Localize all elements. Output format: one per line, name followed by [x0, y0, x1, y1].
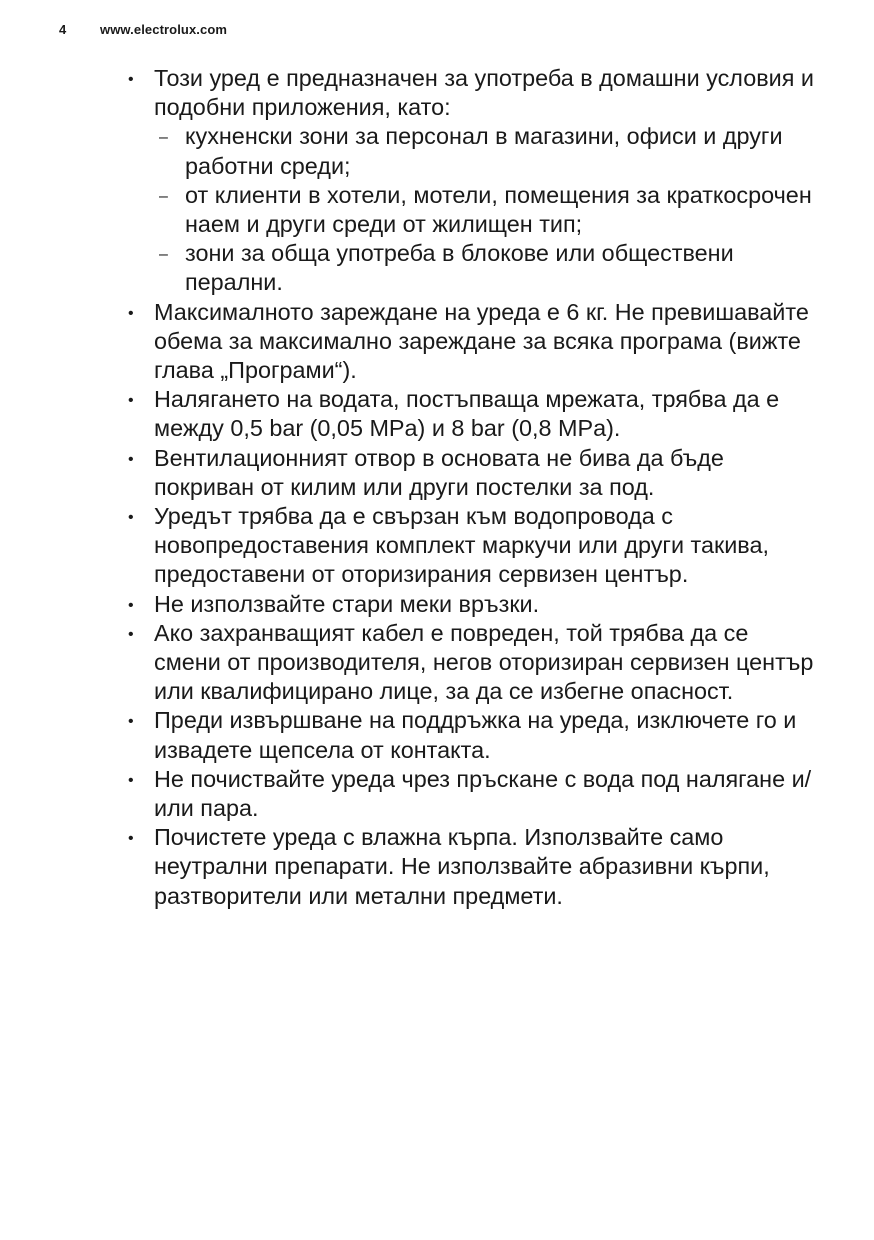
bullet-icon: •: [128, 450, 134, 468]
bullet-icon: •: [128, 830, 134, 848]
sub-list-item: [154, 239, 818, 297]
sub-item-text: от клиенти в хотели, мотели, помещения за краткосрочен наем и други среди от жилищен тип;: [185, 181, 812, 238]
list-item: [128, 502, 818, 590]
bullet-text: Не използвайте стари меки връзки.: [154, 590, 540, 617]
bullet-icon: •: [128, 625, 134, 643]
list-item: [128, 444, 818, 502]
website-url: www.electrolux.com: [100, 22, 228, 37]
bullet-text: Този уред е предназначен за употреба в домашни условия и подобни приложения, като:: [154, 65, 814, 121]
bullet-icon: •: [128, 392, 134, 410]
sub-list: [154, 122, 818, 297]
bullet-text: Преди извършване на поддръжка на уреда, изключете го и извадете щепсела от контакта.: [154, 707, 797, 763]
bullet-icon: •: [128, 713, 134, 731]
list-item: [128, 64, 818, 298]
page-number: 4: [59, 22, 67, 37]
sub-item-text: зони за обща употреба в блокове или обществени перални.: [185, 240, 734, 296]
safety-instructions: [128, 64, 818, 911]
list-item: [128, 706, 818, 764]
bullet-text: Налягането на водата, постъпваща мрежата, трябва да е между 0,5 bar (0,05 MPa) и 8 bar (0,8 MPa).: [154, 386, 780, 442]
bullet-text: Вентилационният отвор в основата не бива да бъде покриван от килим или други постелки за под.: [154, 444, 724, 500]
bullet-icon: •: [128, 509, 134, 527]
sub-item-text: кухненски зони за персонал в магазини, офиси и други работни среди;: [185, 123, 783, 179]
bullet-text: Уредът трябва да е свързан към водопровода с новопредоставения комплект маркучи или други такива, предоставени от оторизирания сервизен център.: [154, 503, 769, 588]
sub-list-item: [154, 181, 818, 239]
bullet-list: [128, 64, 818, 911]
dash-icon: –: [159, 187, 168, 205]
sub-list-item: [154, 122, 818, 180]
bullet-icon: •: [128, 596, 134, 614]
bullet-text: Почистете уреда с влажна кърпа. Използвайте само неутрални препарати. Не използвайте абразивни кърпи, разтворители или метални предмети.: [154, 824, 770, 909]
list-item: [128, 765, 818, 823]
bullet-text: Максималното зареждане на уреда е 6 кг. Не превишавайте обема за максимално зареждане за всяка програма (вижте глава „Програми“).: [154, 298, 809, 384]
dash-icon: –: [159, 246, 168, 264]
bullet-icon: •: [128, 771, 134, 789]
bullet-text: Не почиствайте уреда чрез пръскане с вода под налягане и/или пара.: [154, 765, 812, 822]
list-item: [128, 590, 818, 619]
bullet-text: Ако захранващият кабел е повреден, той трябва да се смени от производителя, негов оторизиран сервизен център или квалифицирано лице, за да се избегне опасност.: [154, 619, 814, 705]
list-item: [128, 619, 818, 707]
bullet-icon: •: [128, 71, 134, 88]
bullet-icon: •: [128, 304, 134, 322]
list-item: [128, 823, 818, 911]
list-item: [128, 298, 818, 386]
dash-icon: –: [159, 129, 168, 147]
page-header: [59, 22, 227, 37]
list-item: [128, 385, 818, 443]
